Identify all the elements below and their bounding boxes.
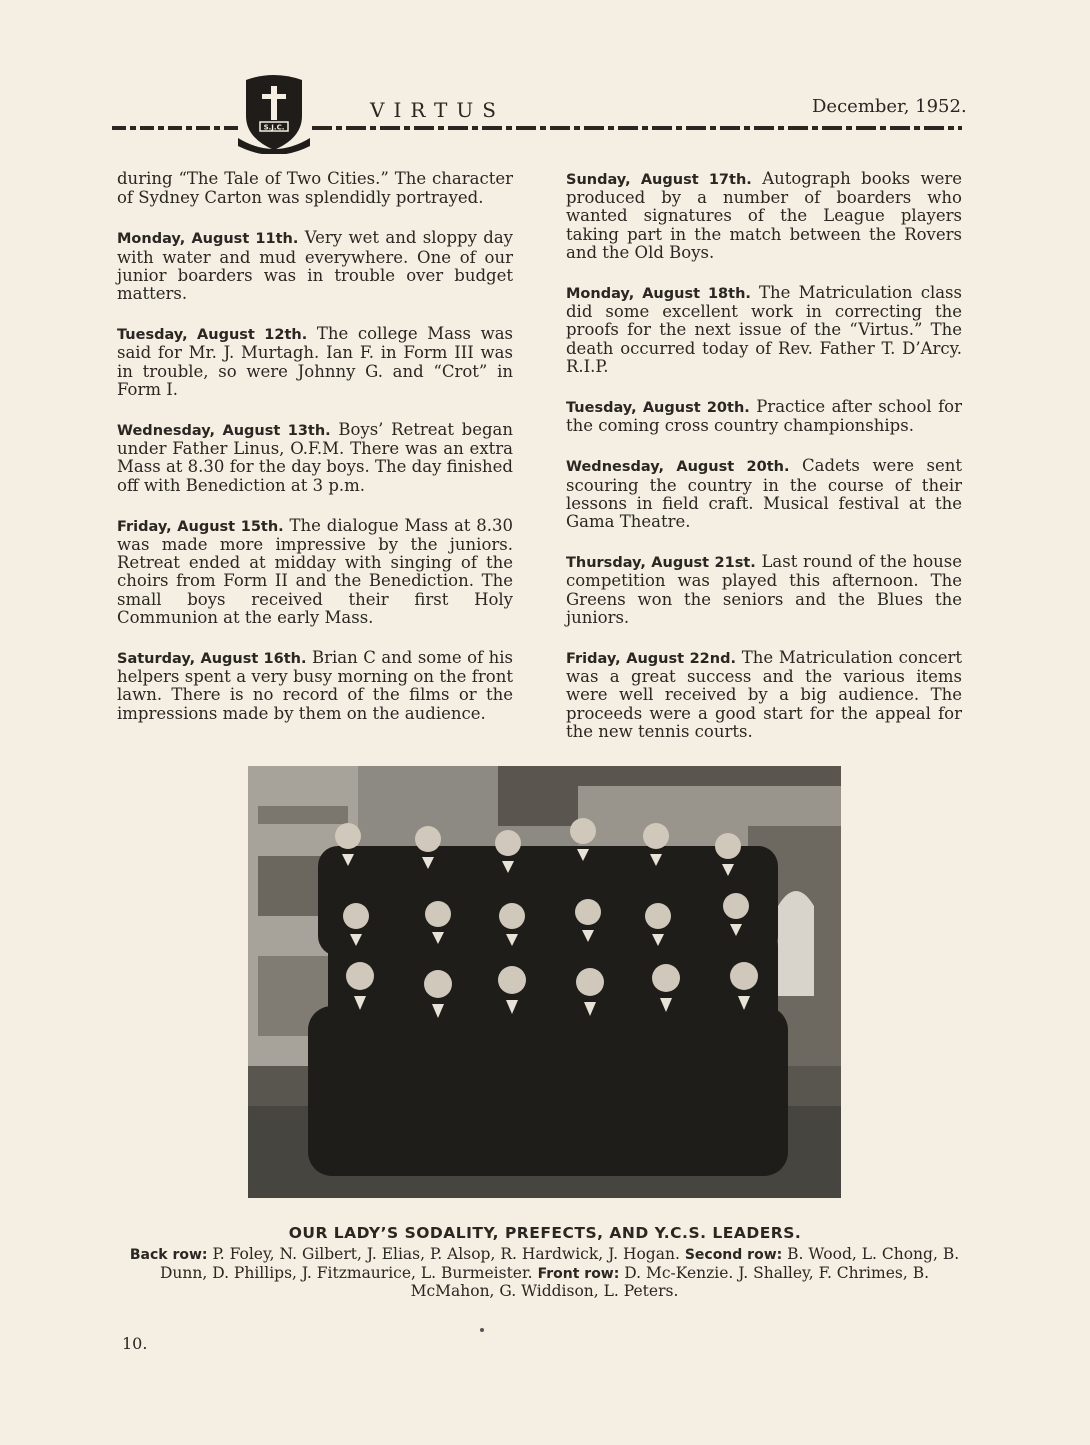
group-photograph	[248, 766, 841, 1198]
school-crest-icon	[238, 72, 310, 154]
diary-entry: Sunday, August 17th. Autograph books were produced by a number of boarders who wanted signatures of the League players taking part in the match between the Rovers and the Old Boys.	[566, 169, 962, 262]
diary-entry: Wednesday, August 13th. Boys’ Retreat began under Father Linus, O.F.M. There was an extra Mass at 8.30 for the day boys. The day finished off with Benediction at 3 p.m.	[117, 420, 513, 495]
diary-entry: Tuesday, August 12th. The college Mass was said for Mr. J. Murtagh. Ian F. in Form III was in trouble, so were Johnny G. and “Crot” in Form I.	[117, 324, 514, 399]
photo-caption-names: Back row: P. Foley, N. Gilbert, J. Elias, P. Alsop, R. Hardwick, J. Hogan. Second row: B. Wood, L. Chong, B. Dunn, D. Phillips, J. Fitzmaurice, L. Burmeister. Front row: D. Mc-Kenzie. J. Shalley, F. Chrimes, B. McMahon, G. Widdison, L. Peters.	[129, 1245, 960, 1300]
diary-entry: Thursday, August 21st. Last round of the house competition was played this afternoon. The Greens won the seniors and the Blues the juniors.	[566, 552, 962, 627]
diary-entry: Monday, August 18th. The Matriculation class did some excellent work in correcting the proofs for the next issue of the “Virtus.” The death occurred today of Rev. Father T. D’Arcy. R.I.P.	[566, 283, 962, 376]
group-photo-image	[248, 766, 841, 1198]
header-rule-left	[112, 126, 240, 130]
header-rule-right	[312, 126, 962, 130]
diary-entry: Monday, August 11th. Very wet and sloppy day with water and mud everywhere. One of our junior boarders was in trouble over budget matters.	[117, 228, 513, 304]
masthead-title: VIRTUS	[370, 98, 505, 122]
diary-entry: Wednesday, August 20th. Cadets were sent scouring the country in the course of their lessons in field craft. Musical festival at the Gama Theatre.	[566, 456, 963, 532]
page-number: 10.	[122, 1334, 148, 1353]
diary-entry: during “The Tale of Two Cities.” The character of Sydney Carton was splendidly portrayed.	[117, 169, 513, 208]
diary-entry: Tuesday, August 20th. Practice after school for the coming cross country championships.	[566, 397, 963, 436]
diary-entry: Friday, August 22nd. The Matriculation concert was a great success and the various items were well received by a big audience. The proceeds were a good start for the appeal for the new tennis courts.	[566, 648, 962, 741]
photo-caption-title: OUR LADY’S SODALITY, PREFECTS, AND Y.C.S. LEADERS.	[288, 1224, 802, 1242]
print-mark	[480, 1328, 484, 1332]
page-header	[0, 0, 1090, 170]
right-column	[566, 170, 962, 763]
svg-text:S.J.C.: S.J.C.	[263, 123, 285, 132]
diary-entry: Saturday, August 16th. Brian C and some of his helpers spent a very busy morning on the front lawn. There is no record of the films or the impressions made by them on the audience.	[117, 648, 513, 723]
left-column	[117, 170, 513, 745]
diary-entry: Friday, August 15th. The dialogue Mass at 8.30 was made more impressive by the juniors. Retreat ended at midday with singing of the choirs from Form II and the Benediction. The small boys received their first Holy Communion at the early Mass.	[117, 515, 513, 627]
issue-date: December, 1952.	[812, 96, 967, 117]
